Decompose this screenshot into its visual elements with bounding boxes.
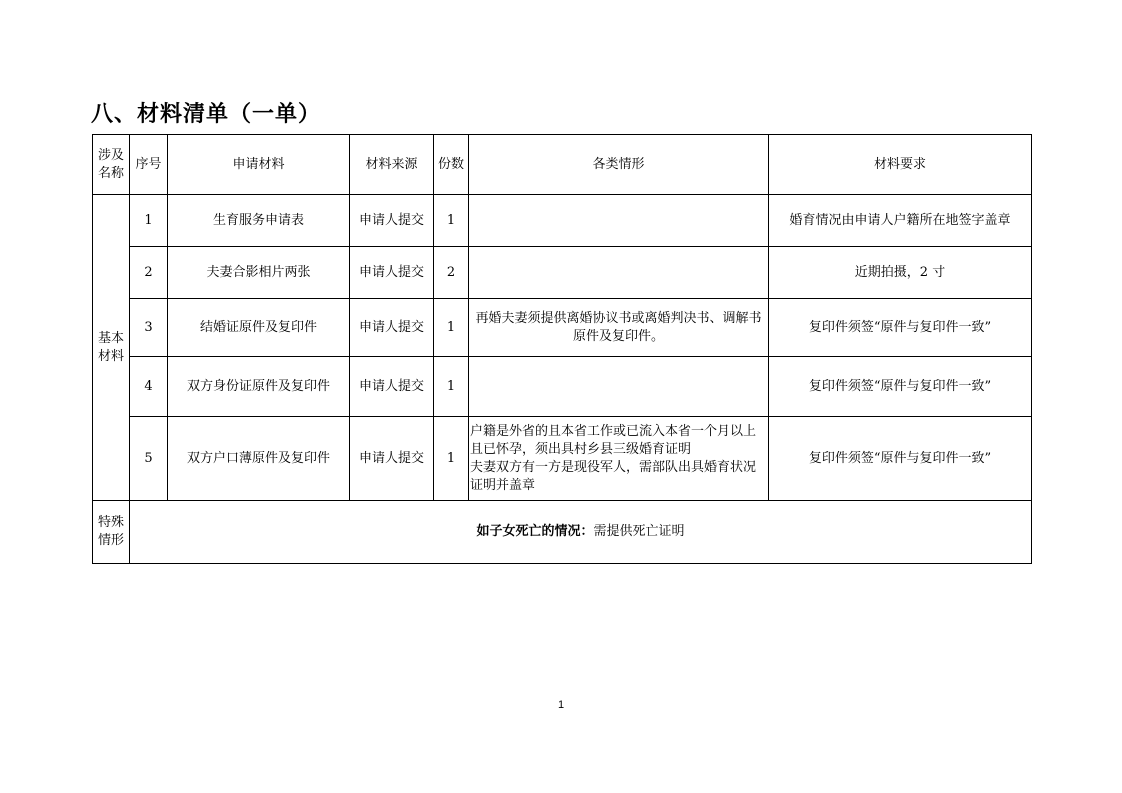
row-requirement: 复印件须签“原件与复印件一致” [769, 357, 1032, 417]
row-material: 结婚证原件及复印件 [168, 299, 350, 357]
header-source: 材料来源 [350, 135, 434, 195]
row-source: 申请人提交 [350, 299, 434, 357]
header-situations: 各类情形 [469, 135, 769, 195]
special-row [93, 501, 1032, 564]
table-row [93, 195, 1032, 247]
row-requirement: 婚育情况由申请人户籍所在地签字盖章 [769, 195, 1032, 247]
header-category: 涉及名称 [93, 135, 130, 195]
row-seq: 2 [130, 247, 168, 299]
row-situation [469, 195, 769, 247]
header-seq: 序号 [130, 135, 168, 195]
header-copies: 份数 [434, 135, 469, 195]
row-situation [469, 247, 769, 299]
row-material: 双方户口薄原件及复印件 [168, 417, 350, 501]
row-seq: 4 [130, 357, 168, 417]
table-row [93, 299, 1032, 357]
row-seq: 3 [130, 299, 168, 357]
situation-line: 夫妻双方有一方是现役军人，需部队出具婚育状况证明并盖章 [470, 459, 757, 493]
special-content [130, 501, 1032, 564]
row-situation [469, 357, 769, 417]
table-row [93, 357, 1032, 417]
row-copies: 1 [434, 195, 469, 247]
row-situation: 再婚夫妻须提供离婚协议书或离婚判决书、调解书原件及复印件。 [469, 299, 769, 357]
row-material: 夫妻合影相片两张 [168, 247, 350, 299]
row-material: 生育服务申请表 [168, 195, 350, 247]
page-title: 八、材料清单（一单） [91, 102, 322, 127]
row-situation [469, 417, 769, 501]
row-requirement: 复印件须签“原件与复印件一致” [769, 299, 1032, 357]
row-source: 申请人提交 [350, 195, 434, 247]
row-copies: 1 [434, 417, 469, 501]
materials-table [92, 134, 1032, 564]
row-material: 双方身份证原件及复印件 [168, 357, 350, 417]
table-row [93, 247, 1032, 299]
row-requirement: 近期拍摄，2 寸 [769, 247, 1032, 299]
row-seq: 1 [130, 195, 168, 247]
row-copies: 2 [434, 247, 469, 299]
basic-group-label: 基本材料 [93, 195, 130, 501]
row-copies: 1 [434, 357, 469, 417]
special-text: 需提供死亡证明 [593, 524, 685, 539]
header-material: 申请材料 [168, 135, 350, 195]
special-label: 特殊情形 [93, 501, 130, 564]
row-source: 申请人提交 [350, 247, 434, 299]
row-requirement: 复印件须签“原件与复印件一致” [769, 417, 1032, 501]
special-bold-text: 如子女死亡的情况： [476, 524, 594, 539]
row-seq: 5 [130, 417, 168, 501]
situation-line: 户籍是外省的且本省工作或已流入本省一个月以上且已怀孕，须出具村乡县三级婚育证明 [470, 423, 757, 457]
table-row [93, 417, 1032, 501]
row-source: 申请人提交 [350, 417, 434, 501]
header-requirements: 材料要求 [769, 135, 1032, 195]
page-number: 1 [557, 699, 565, 711]
row-source: 申请人提交 [350, 357, 434, 417]
table-header-row [93, 135, 1032, 195]
row-copies: 1 [434, 299, 469, 357]
